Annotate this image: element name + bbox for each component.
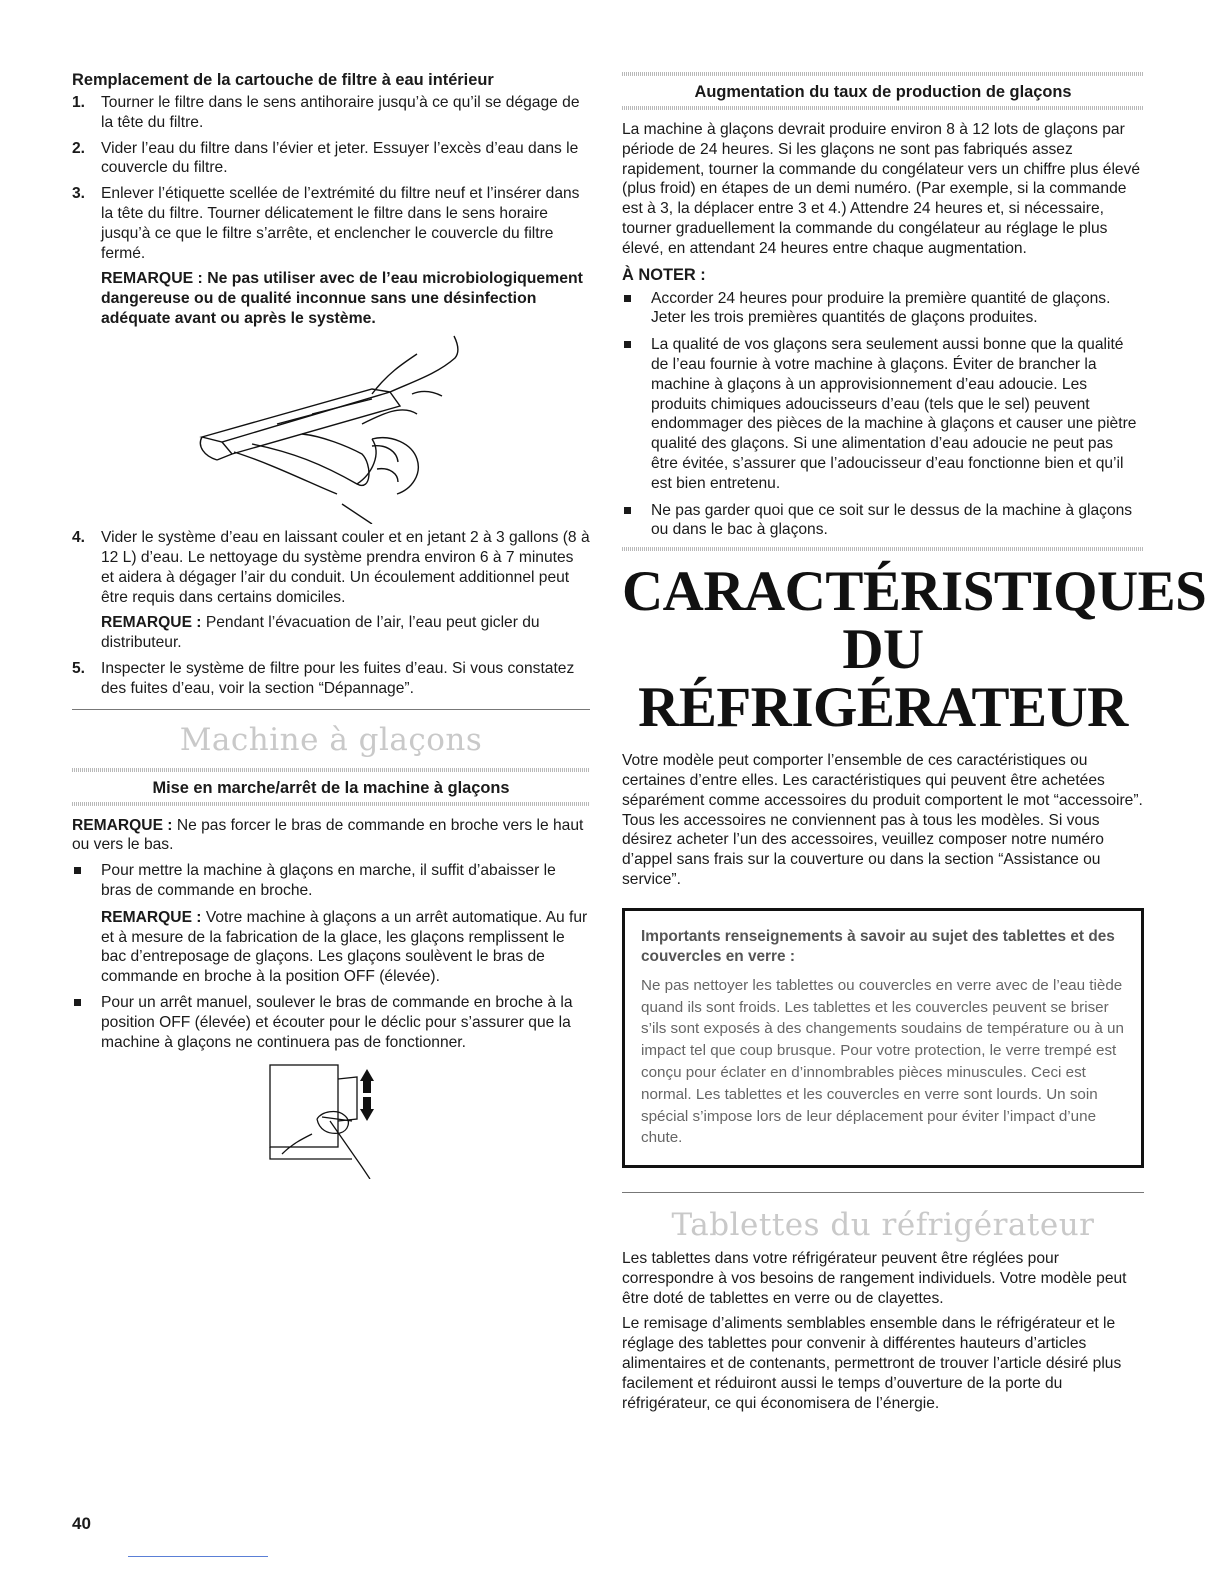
ice-tips-bullets [622, 289, 1144, 541]
onoff-note: REMARQUE : Ne pas forcer le bras de commande en broche vers le haut ou vers le bas. [72, 816, 584, 854]
features-paragraph: Votre modèle peut comporter l’ensemble de ces caractéristiques ou certaines d’entre elles. Les caractéristiques qui peuvent être achetées séparément comme accessoires du produit comportent le mot “accessoire”. Tous les accessoires ne conviennent pas à tous les modèles. Si vous désirez acheter l’un des accessoires, veuillez composer notre numéro d’appel sans frais sur la couverture ou dans la section “Assistance ou service”. [622, 752, 1143, 888]
shelves-paragraph-1: Les tablettes dans votre réfrigérateur peuvent être réglées pour correspondre à vos besoins de rangement individuels. Votre modèle peut être doté de tablettes en verre ou de clayettes. [622, 1250, 1127, 1307]
dotted-rule [622, 106, 1144, 110]
shelves-section-title: Tablettes du réfrigérateur [671, 1207, 1095, 1244]
steps-list-a [72, 93, 590, 263]
right-column [622, 62, 1207, 1419]
step-3: 3. Enlever l’étiquette scellée de l’extrémité du filtre neuf et l’insérer dans la tête du filtre. Tourner délicatement le filtre dans le sens horaire jusqu’à ce que le filtre s’arrête, et enclencher le couvercle du filtre fermé. [72, 185, 580, 262]
info-box-text: Ne pas nettoyer les tablettes ou couvercles en verre avec de l’eau tiède quand ils sont froids. Les tablettes et les couvercles peuvent se briser s’ils sont exposés à des changements soudains de température ou à un impact tel que coup brusque. Pour votre protection, le verre trempé est conçu pour éclater en d’innombrables pièces minuscules. Ceci est normal. Les tablettes et les couvercles en verre sont lourds. Un soin spécial s’impose lors de leur déplacement pour éviter l’impact d’une chute. [641, 976, 1124, 1147]
ice-maker-arm-illustration [72, 1059, 590, 1179]
steps-list-c [72, 659, 590, 699]
note-label: À NOTER : [622, 265, 706, 284]
onoff-bullets-2 [72, 993, 590, 1052]
bullet-square-icon [624, 295, 631, 302]
bullet-square-icon [624, 507, 631, 514]
tip-bullet: Ne pas garder quoi que ce soit sur le dessus de la machine à glaçons ou dans le bac à glaçons. [622, 501, 1144, 541]
bullet-square-icon [74, 867, 81, 874]
info-box-heading: Importants renseignements à savoir au sujet des tablettes et des couvercles en verre : [641, 927, 1115, 965]
link-underline [128, 1556, 268, 1557]
shelves-paragraph-2: Le remisage d’aliments semblables ensemble dans le réfrigérateur et le réglage des tablettes pour convenir à différentes hauteurs d’articles alimentaires et de contenants, permettront de trouver l’article désiré plus facilement et réduiront aussi le temps d’ouverture de la porte du réfrigérateur, ce qui économisera de l’énergie. [622, 1315, 1122, 1412]
filter-replacement-heading: Remplacement de la cartouche de filtre à eau intérieur [72, 71, 494, 89]
bullet-square-icon [74, 999, 81, 1006]
ice-maker-onoff-heading: Mise en marche/arrêt de la machine à glaçons [152, 778, 510, 797]
section-divider [622, 1192, 1144, 1193]
tip-bullet: La qualité de vos glaçons sera seulement aussi bonne que la qualité de l’eau fournie à votre machine à glaçons. Éviter de brancher la machine à glaçons à un approvisionnement d’eau adoucie. Les produits chimiques adoucisseurs d’eau (tels que le sel) peuvent endommager des pièces de la machine à glaçons et causer une piètre qualité des glaçons. Si une alimentation d’eau adoucie ne peut pas être évitée, s’assurer que l’adoucisseur d’eau fonctionne bien et qu’il est bien entretenu. [622, 335, 1144, 493]
page-number: 40 [72, 1514, 91, 1533]
bullet-manual-stop: Pour un arrêt manuel, soulever le bras de commande en broche à la position OFF (élevée) et écouter pour le déclic pour s’assurer que la machine à glaçons ne continuera pas de fonctionner. [72, 993, 590, 1052]
dotted-rule [622, 547, 1144, 551]
bullet-square-icon [624, 341, 631, 348]
tip-bullet: Accorder 24 heures pour produire la première quantité de glaçons. Jeter les trois premières quantités de glaçons produites. [622, 289, 1144, 329]
warning-note: REMARQUE : Ne pas utiliser avec de l’eau microbiologiquement dangereuse ou de qualité inconnue sans une désinfection adéquate avant ou après le système. [101, 270, 583, 327]
auto-stop-note: REMARQUE : Votre machine à glaçons a un arrêt automatique. Au fur et à mesure de la fabrication de la glace, les glaçons remplissent le bac d’entreposage de glaçons. Les glaçons soulèvent le bras de commande en broche à la position OFF (élevée). [101, 908, 588, 986]
step-2: 2. Vider l’eau du filtre dans l’évier et jeter. Essuyer l’excès d’eau dans le couvercle du filtre. [72, 139, 579, 177]
step-5: 5. Inspecter le système de filtre pour les fuites d’eau. Si vous constatez des fuites d’eau, voir la section “Dépannage”. [72, 659, 575, 697]
dotted-rule [72, 768, 590, 772]
dotted-rule [622, 72, 1144, 76]
ice-rate-paragraph: La machine à glaçons devrait produire environ 8 à 12 lots de glaçons par période de 24 heures. Si les glaçons ne sont pas fabriqués assez rapidement, tourner la commande du congélateur vers un chiffre plus élevé (plus froid) en étapes de un demi numéro. (Par exemple, si la commande est à 3, la déplacer entre 3 et 4.) Attendre 24 heures et, si nécessaire, tourner graduellement la commande du congélateur au réglage le plus élevé, en attendant 24 heures entre chaque augmentation. [622, 121, 1141, 257]
dotted-rule [72, 802, 590, 806]
filter-cartridge-illustration [72, 334, 590, 524]
ice-rate-heading: Augmentation du taux de production de glaçons [694, 83, 1072, 101]
left-column [72, 62, 590, 1179]
section-divider [72, 709, 590, 710]
features-title: CARACTÉRISTIQUES DU RÉFRIGÉRATEUR [622, 560, 1207, 740]
air-evacuation-note: REMARQUE : Pendant l’évacuation de l’air, l’eau peut gicler du distributeur. [101, 614, 540, 652]
glass-shelves-info-box [622, 908, 1144, 1168]
step-1: 1. Tourner le filtre dans le sens antihoraire jusqu’à ce qu’il se dégage de la tête du filtre. [72, 94, 580, 131]
bullet-turn-on: Pour mettre la machine à glaçons en marche, il suffit d’abaisser le bras de commande en broche. [72, 861, 590, 901]
onoff-bullets [72, 861, 590, 901]
ice-maker-section-title: Machine à glaçons [179, 721, 483, 758]
steps-list-b [72, 528, 590, 607]
step-4: 4. Vider le système d’eau en laissant couler et en jetant 2 à 3 gallons (8 à 12 L) d’eau. Le nettoyage du système prendra environ 6 à 7 minutes et aidera à dégager l’air du conduit. Un écoulement additionnel peut être requis dans certains domiciles. [72, 529, 590, 606]
